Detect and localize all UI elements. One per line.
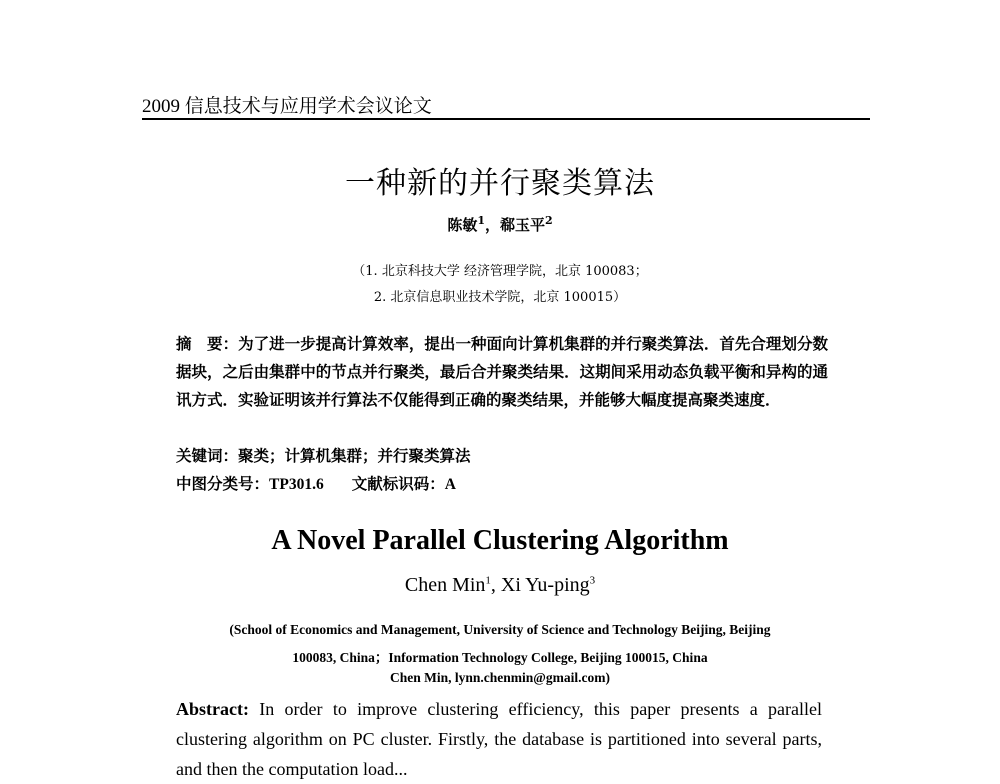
keywords-label: 关键词：: [176, 447, 239, 465]
classification-label: 中图分类号：: [176, 475, 270, 493]
authors-en: [0, 574, 1000, 597]
author-cn-2: 郗玉平: [500, 216, 546, 234]
author-cn-1-sup: 1: [477, 214, 485, 227]
author-en-1-sup: 1: [485, 574, 491, 587]
classification-line: [176, 472, 456, 494]
affiliation-en-2: 100083, China；Information Technology College, Beijing 100015, China: [292, 650, 708, 665]
author-en-2-sup: 3: [589, 574, 596, 587]
abstract-en-text: In order to improve clustering efficiency, this paper presents a parallel clustering algorithm on PC cluster. Firstly, the database is partitioned into several parts, and then the computation load...: [176, 699, 822, 779]
author-en-1: Chen Min: [404, 574, 486, 596]
title-en: A Novel Parallel Clustering Algorithm: [271, 525, 729, 556]
author-cn-sep: ，: [484, 216, 500, 234]
header-title: 2009 信息技术与应用学术会议论文: [142, 96, 432, 117]
abstract-cn-label: 摘 要：: [176, 335, 239, 353]
affiliation-cn-2: 2. 北京信息职业技术学院，北京 100015）: [373, 290, 627, 305]
authors-cn: [0, 214, 1000, 235]
affiliation-en-1: (School of Economics and Management, University of Science and Technology Beijing, Beijing: [229, 622, 771, 637]
abstract-cn: [176, 330, 828, 414]
author-cn-2-sup: 2: [545, 214, 553, 227]
abstract-en-label: Abstract:: [176, 699, 249, 719]
author-en-sep: ,: [490, 574, 501, 596]
affiliation-cn-1: （1. 北京科技大学 经济管理学院，北京 100083；: [352, 264, 648, 279]
abstract-cn-text: 为了进一步提高计算效率，提出一种面向计算机集群的并行聚类算法．首先合理划分数据块，之后由集群中的节点并行聚类，最后合并聚类结果．这期间采用动态负载平衡和异构的通讯方式．实验证明该并行算法不仅能得到正确的聚类结果，并能够大幅度提高聚类速度．: [176, 334, 828, 409]
doc-code: A: [444, 476, 456, 493]
abstract-en: [176, 694, 822, 784]
author-en-2: Xi Yu-ping: [500, 574, 590, 596]
author-cn-1: 陈敏: [447, 216, 478, 234]
keywords-text: 聚类；计算机集群；并行聚类算法: [238, 446, 471, 465]
classification-code: TP301.6: [269, 476, 324, 493]
affiliation-en-3: Chen Min, lynn.chenmin@gmail.com): [390, 670, 610, 685]
header-rule: [142, 118, 870, 120]
keywords-cn: [176, 444, 471, 466]
title-cn: 一种新的并行聚类算法: [345, 166, 655, 201]
doc-code-label: 文献标识码：: [351, 475, 445, 493]
